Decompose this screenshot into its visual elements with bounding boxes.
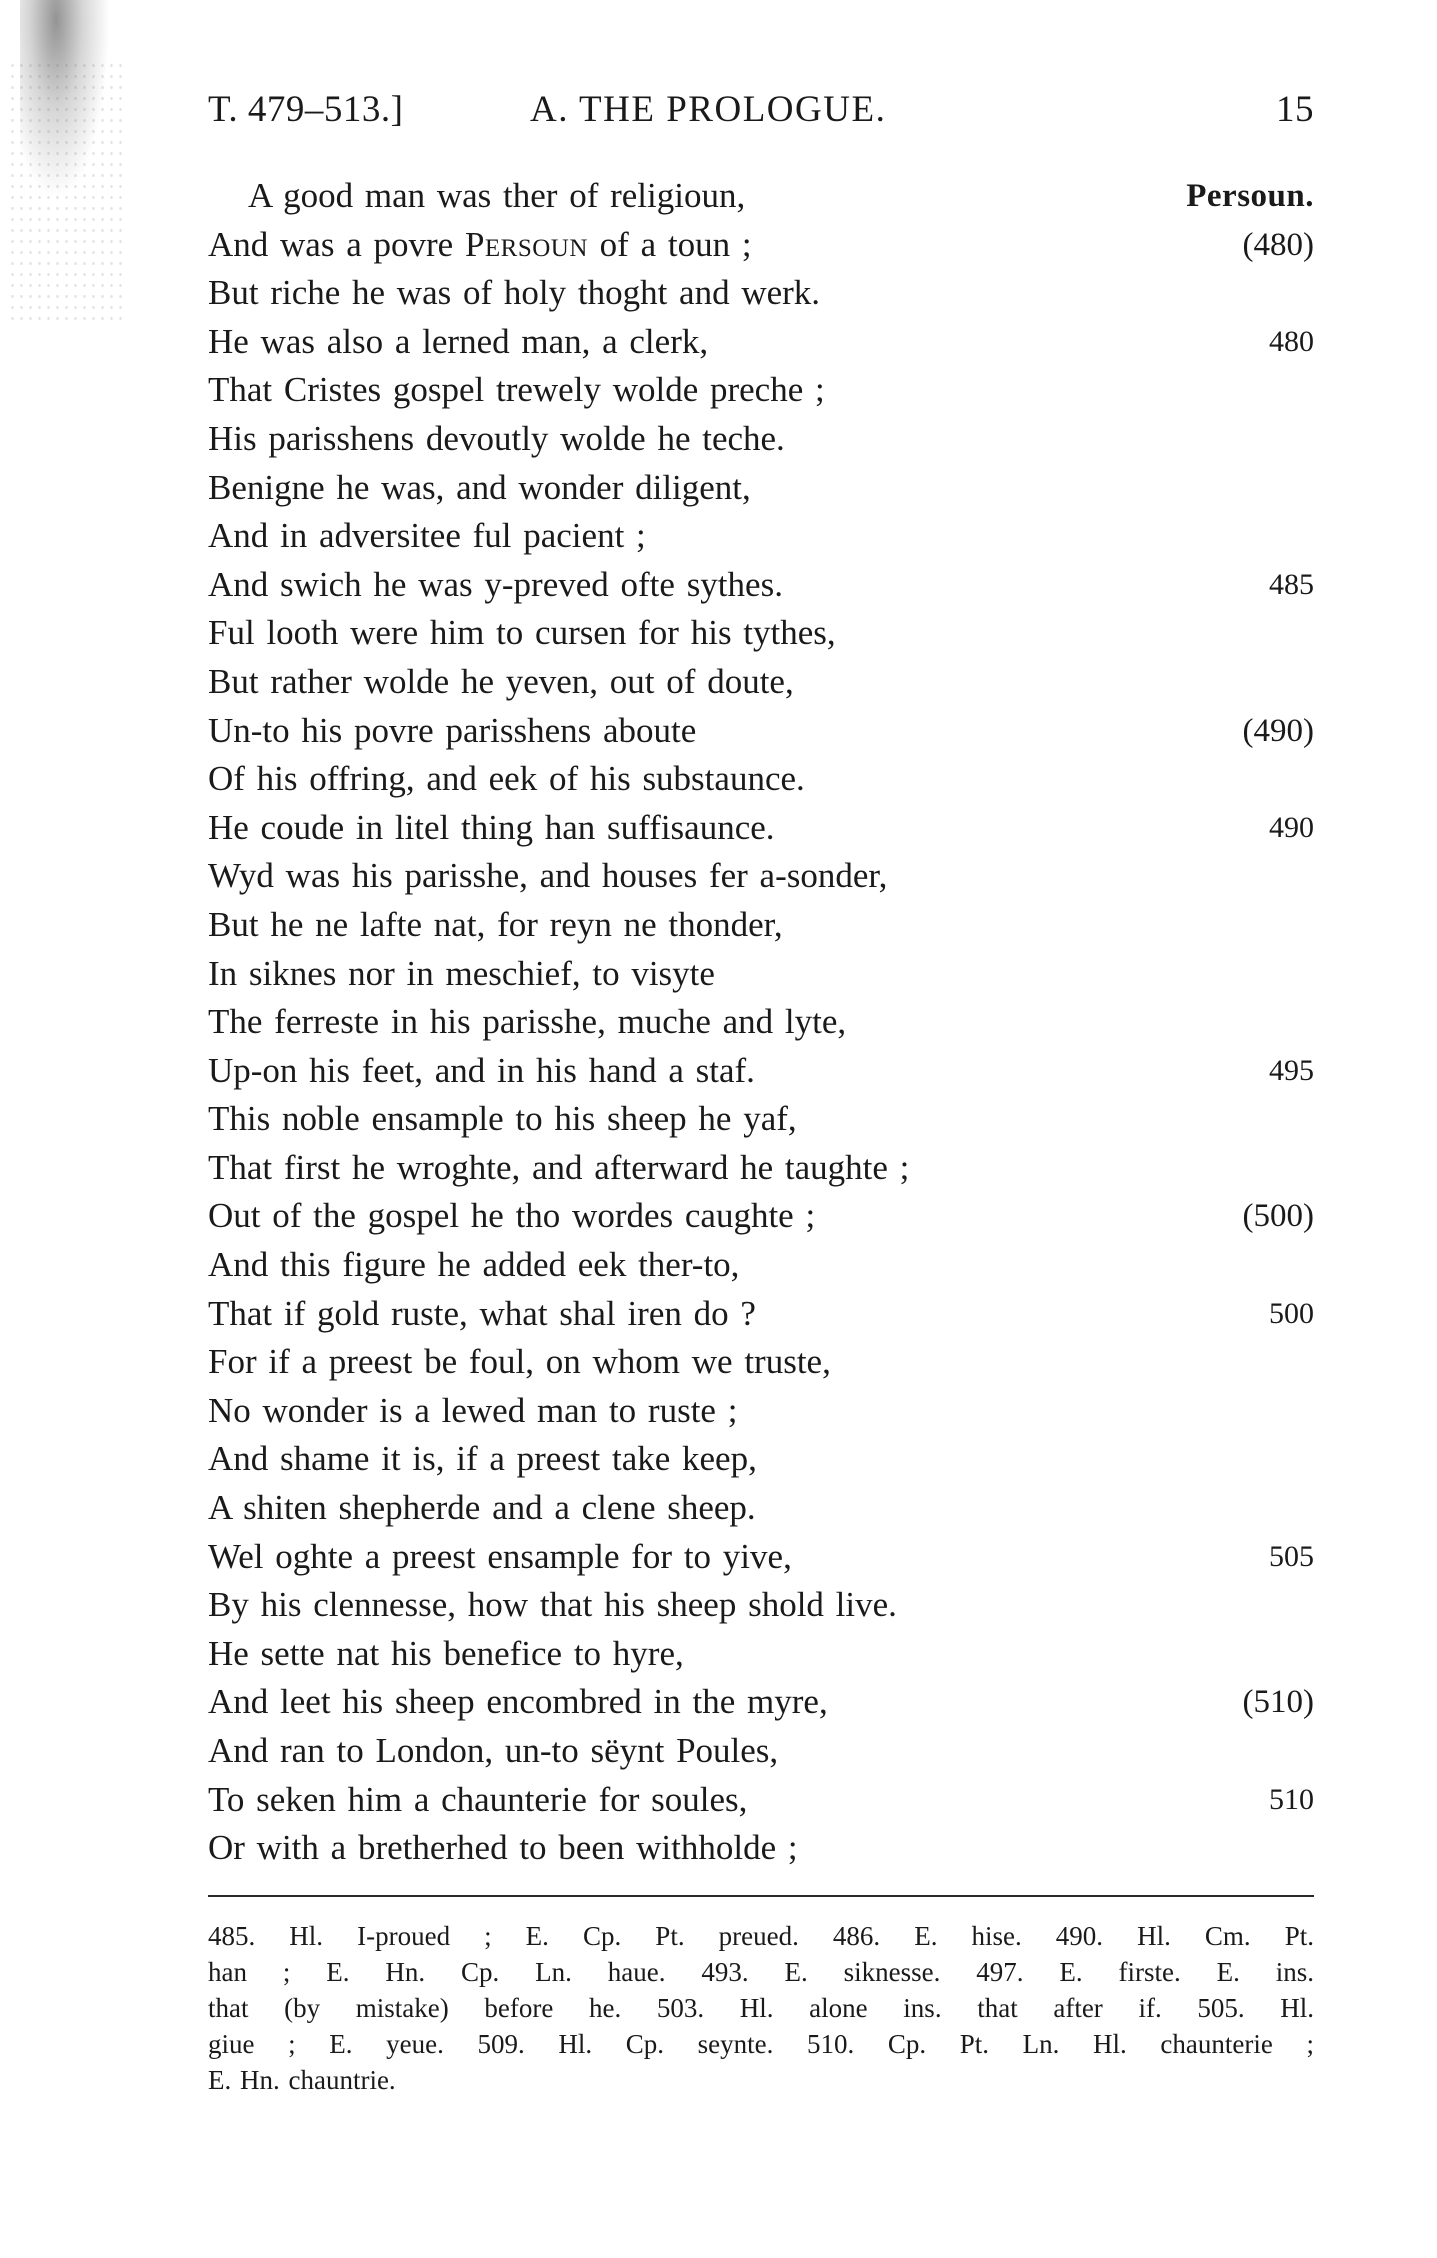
page-number: 15 <box>1276 89 1314 130</box>
verse-text: This noble ensample to his sheep he yaf, <box>208 1099 797 1139</box>
verse-line <box>208 1047 1314 1096</box>
verse-line <box>208 1776 1314 1825</box>
verse-line <box>208 1290 1314 1339</box>
verse-line <box>208 172 1314 221</box>
verse-text: To seken him a chaunterie for soules, <box>208 1779 748 1819</box>
verse-text: Wel oghte a preest ensample for to yive, <box>208 1536 792 1576</box>
verse-text: Of his offring, and eek of his substaunce. <box>208 759 805 799</box>
verse-line <box>208 1338 1314 1387</box>
verse-text: In siknes nor in meschief, to visyte <box>208 953 715 993</box>
verse-line <box>208 464 1314 513</box>
verse-text: He was also a lerned man, a clerk, <box>208 321 709 361</box>
footnote-line: E. Hn. chauntrie. <box>208 2065 396 2095</box>
verse-text: Ful looth were him to cursen for his tythes, <box>208 613 836 653</box>
verse-line <box>208 1387 1314 1436</box>
verse-text: Up-on his feet, and in his hand a staf. <box>208 1050 755 1090</box>
verse-block <box>208 172 1314 1873</box>
verse-line <box>208 1678 1314 1727</box>
verse-text: The ferreste in his parisshe, muche and lyte, <box>208 1002 847 1042</box>
verse-line <box>208 269 1314 318</box>
verse-text: No wonder is a lewed man to ruste ; <box>208 1390 738 1430</box>
verse-text: But he ne lafte nat, for reyn ne thonder, <box>208 904 783 944</box>
verse-line <box>208 852 1314 901</box>
footnotes <box>208 1918 1314 2098</box>
line-range: T. 479–513.] <box>208 89 404 130</box>
running-head <box>208 82 1314 132</box>
line-number: 500 <box>1269 1296 1314 1330</box>
verse-text: That if gold ruste, what shal iren do ? <box>208 1293 756 1333</box>
verse-text: A good man was ther of religioun, <box>248 176 746 215</box>
verse-line <box>208 1435 1314 1484</box>
line-number: 490 <box>1269 810 1314 844</box>
verse-text: Or with a bretherhed to been withholde ; <box>208 1828 798 1868</box>
verse-text: And swich he was y-preved ofte sythes. <box>208 564 783 604</box>
line-number: 495 <box>1269 1053 1314 1087</box>
verse-line <box>208 609 1314 658</box>
verse-line <box>208 1727 1314 1776</box>
line-number: (500) <box>1242 1198 1314 1235</box>
line-number: 485 <box>1269 567 1314 601</box>
verse-text: But riche he was of holy thoght and werk. <box>208 273 821 313</box>
verse-line <box>208 1484 1314 1533</box>
verse-text: And ran to London, un-to sëynt Poules, <box>208 1731 779 1770</box>
verse-line <box>208 415 1314 464</box>
verse-line <box>208 1630 1314 1679</box>
verse-line <box>208 318 1314 367</box>
verse-line <box>208 998 1314 1047</box>
footnote-line: that (by mistake) before he. 503. Hl. alone ins. that after if. 505. Hl. <box>208 1993 1314 2023</box>
line-number: (480) <box>1242 226 1314 263</box>
verse-text: That first he wroghte, and afterward he taughte ; <box>208 1147 910 1187</box>
verse-text: And shame it is, if a preest take keep, <box>208 1439 757 1479</box>
verse-line <box>208 561 1314 610</box>
verse-text: Out of the gospel he tho wordes caughte ; <box>208 1196 816 1236</box>
verse-line <box>208 512 1314 561</box>
verse-line <box>208 1095 1314 1144</box>
verse-text-part: of a toun ; <box>587 224 752 264</box>
line-number: 505 <box>1269 1539 1314 1573</box>
verse-line <box>208 366 1314 415</box>
verse-text: And this figure he added eek ther-to, <box>208 1245 740 1285</box>
verse-text-part: And was a povre <box>208 224 465 264</box>
verse-line <box>208 1144 1314 1193</box>
verse-text: And in adversitee ful pacient ; <box>208 516 646 556</box>
line-number: 480 <box>1269 324 1314 358</box>
verse-line <box>208 901 1314 950</box>
verse-line <box>208 707 1314 756</box>
line-number: (490) <box>1242 712 1314 749</box>
verse-text: His parisshens devoutly wolde he teche. <box>208 418 785 458</box>
verse-line <box>208 804 1314 853</box>
verse-text: He sette nat his benefice to hyre, <box>208 1633 684 1673</box>
verse-line <box>208 221 1314 270</box>
verse-text: For if a preest be foul, on whom we truste, <box>208 1342 831 1382</box>
verse-line <box>208 1824 1314 1873</box>
verse-line <box>208 950 1314 999</box>
verse-line <box>208 1581 1314 1630</box>
footnote-line: han ; E. Hn. Cp. Ln. haue. 493. E. siknesse. 497. E. firste. E. ins. <box>208 1957 1314 1987</box>
footnote-rule <box>208 1895 1314 1897</box>
footnote-line: 485. Hl. I-proued ; E. Cp. Pt. preued. 486. E. hise. 490. Hl. Cm. Pt. <box>208 1921 1314 1951</box>
verse-text: He coude in litel thing han suffisaunce. <box>208 807 775 847</box>
scan-smudge <box>20 0 110 200</box>
verse-line <box>208 1533 1314 1582</box>
verse-line <box>208 1192 1314 1241</box>
verse-text: A shiten shepherde and a clene sheep. <box>208 1488 756 1528</box>
verse-line <box>208 755 1314 804</box>
verse-text: Wyd was his parisshe, and houses fer a-sonder, <box>208 856 888 896</box>
verse-text: Un-to his povre parisshens aboute <box>208 710 697 750</box>
section-title: A. THE PROLOGUE. <box>530 89 887 130</box>
line-number: (510) <box>1242 1684 1314 1721</box>
verse-text: Benigne he was, and wonder diligent, <box>208 467 751 507</box>
footnote-line: giue ; E. yeue. 509. Hl. Cp. seynte. 510. Cp. Pt. Ln. Hl. chaunterie ; <box>208 2029 1314 2059</box>
verse-text <box>208 221 752 270</box>
verse-line <box>208 1241 1314 1290</box>
verse-text: And leet his sheep encombred in the myre, <box>208 1682 828 1722</box>
margin-label: Persoun. <box>1186 178 1314 214</box>
line-number: 510 <box>1269 1782 1314 1816</box>
verse-text: But rather wolde he yeven, out of doute, <box>208 661 794 701</box>
scan-speckle <box>8 60 128 320</box>
small-caps-name: Persoun <box>464 224 588 264</box>
verse-text: That Cristes gospel trewely wolde preche ; <box>208 370 825 410</box>
verse-line <box>208 658 1314 707</box>
verse-text: By his clennesse, how that his sheep shold live. <box>208 1585 897 1625</box>
